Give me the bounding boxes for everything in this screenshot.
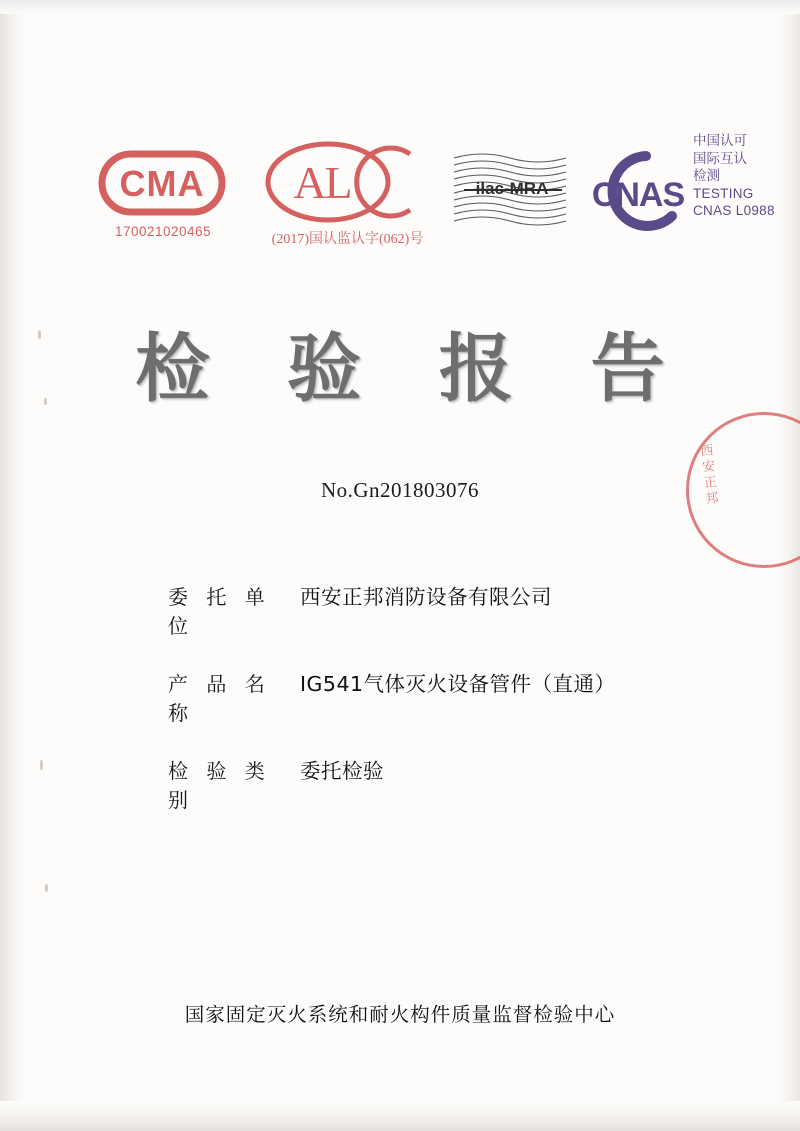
product-field-label: 产 品 名 称: [168, 672, 271, 725]
svg-text:AL: AL: [293, 157, 351, 208]
page-edge-top: [0, 0, 800, 14]
inspection-type-value: 委托检验: [300, 759, 384, 783]
red-stamp-text: 西安正邦: [699, 443, 721, 508]
cal-caption: (2017)国认监认字(062)号: [271, 232, 424, 247]
cnas-caption: [693, 132, 775, 220]
red-stamp: [686, 412, 800, 568]
client-field-label: 委 托 单 位: [168, 585, 271, 638]
cma-icon: [98, 150, 226, 216]
report-fields: [168, 580, 710, 841]
cnas-line-2: 国际互认: [693, 150, 747, 166]
page-edge-left: [0, 0, 26, 1131]
svg-text:CMA: CMA: [119, 163, 205, 204]
cal-mark-block: [260, 138, 435, 248]
cma-code: 170021020465: [114, 224, 212, 239]
inspection-type-field: [168, 754, 710, 813]
scan-speck: [45, 884, 48, 892]
inspection-type-label: 检 验 类 别: [168, 759, 271, 812]
report-number: No.Gn201803076: [320, 478, 480, 502]
cma-mark-block: [98, 150, 228, 239]
cal-icon: [260, 138, 435, 226]
cnas-line-3: 检测: [693, 168, 720, 183]
issuing-organization: 国家固定灭火系统和耐火构件质量监督检验中心: [184, 1003, 616, 1026]
product-field: [168, 667, 710, 726]
cnas-icon: [450, 148, 700, 234]
cnas-mark-block: [450, 126, 780, 246]
svg-text:ilac-MRA: ilac-MRA: [475, 179, 549, 198]
page-edge-bottom: [0, 1101, 800, 1131]
scan-speck: [40, 760, 43, 770]
client-field-value: 西安正邦消防设备有限公司: [300, 585, 552, 609]
svg-text:CNAS: CNAS: [591, 176, 685, 214]
client-field: [168, 580, 710, 639]
product-field-value: IG541气体灭火设备管件（直通）: [300, 672, 616, 696]
cnas-line-4: TESTING: [693, 185, 754, 201]
cnas-line-5: CNAS L0988: [693, 203, 775, 218]
page-title: 检 验 报 告: [135, 326, 691, 412]
cnas-line-1: 中国认可: [693, 133, 747, 148]
certification-marks-row: [80, 108, 775, 258]
